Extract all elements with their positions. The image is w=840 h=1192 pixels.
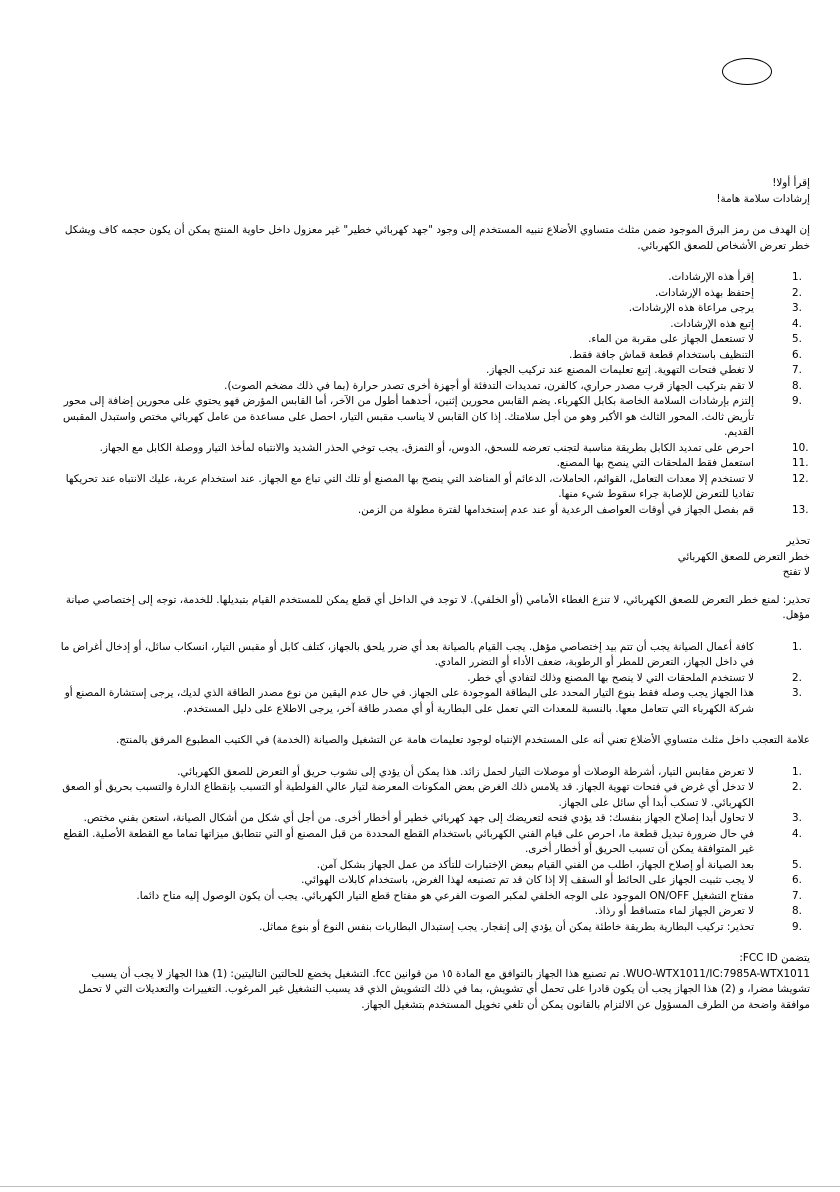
list-item-text: استعمل فقط الملحقات التي ينصح بها المصنع. (556, 457, 754, 469)
list-item (56, 332, 802, 348)
list-item-number: 8. (792, 905, 802, 917)
list-item (56, 472, 809, 503)
list-item (56, 441, 809, 457)
caution-body: تحذير: لمنع خطر التعرض للصعق الكهربائي، لا تنزع الغطاء الأمامي (أو الخلفي). لا توجد في الداخل أي قطع يمكن للمستخدم القيام بتبديلها. للخدمة، توجه إلى إختصاصي صيانة مؤهل. (65, 593, 810, 621)
list-item-text: بعد الصيانة أو إصلاح الجهاز، اطلب من الفني القيام ببعض الإختبارات للتأكد من عمل الجهاز بشكل آمن. (316, 858, 754, 871)
instructions-list (56, 270, 809, 518)
list-item-number: 2. (792, 286, 802, 299)
intro-paragraph: إن الهدف من رمز البرق الموجود ضمن مثلث متساوي الأضلاع تنبيه المستخدم إلى وجود "جهد كهربائي خطير" غير معزول داخل حاوية المنتج يمكن أن يكون حجمه كاف ويشكل خطر تعرض الأشخاص للصعق الكهربائي. (64, 224, 810, 252)
list-item (56, 640, 802, 671)
list-item-text: لا تحاول أبدا إصلاح الجهاز بنفسك: قد يؤدي فتحه لتعريضك إلى جهد كهربائي خطير أو أخطار أخرى. من أجل أي شكل من أشكال الصيانة، استعن بفني مختص. (83, 812, 754, 824)
list-item-text: لا تستخدم إلا معدات التعامل، القوائم، الحاملات، الدعائم أو المناضد التي ينصح بها المصنع أو تلك التي تباع مع الجهاز. عند استخدام عربة، عليك الانتباه عند تحريكها تفاديا للتعرض للإصابة جراء سقوط شيء منها. (65, 472, 754, 500)
list-item-text: هذا الجهاز يجب وصله فقط بنوع التيار المحدد على البطاقة الموجودة على الجهاز. في حال عدم اليقين من نوع مصدر الطاقة الذي لديك، يرجى إستشارة المصنع أو شركة الكهرباء التي تتعامل معها. بالنسبة للمعدات التي تعمل على البطارية أو أي مصدر طاقة آخر، يرجى الاطلاع على دليل المستخدم. (64, 687, 754, 715)
list-item (56, 286, 802, 302)
list-item-number: 2. (792, 781, 802, 793)
list-item-text: لا تغطي فتحات التهوية. إتبع تعليمات المصنع عند تركيب الجهاز. (486, 364, 754, 376)
list-item-text: لا تقم بتركيب الجهاز قرب مصدر حراري، كالفرن، تمديدات التدفئة أو أجهزة أخرى تصدر حرارة (بما في ذلك مضخم الصوت). (224, 379, 754, 392)
list-item-text: كافة أعمال الصيانة يجب أن تتم بيد إختصاصي مؤهل. يجب القيام بالصيانة بعد أي ضرر يلحق بالجهاز، كتلف كابل أو مقبس التيار، انسكاب سائل، أو إدخال أغراض ما في داخل الجهاز، التعرض للمطر أو الرطوبة، ضعف الأداء أو التضرر المادي. (60, 640, 754, 668)
list-item-text: إلتزم بإرشادات السلامة الخاصة بكابل الكهرباء. يضم القابس محورين إثنين، أحدهما أطول من الآخر، أما القابس المؤرض فهو يحتوي على محورين إضافة إلى محور تأريض ثالث. المحور الثالث هو الأكبر وهو من أجل سلامتك. إذا كان القابس لا يناسب مقبس التيار، احصل على مساعدة من عامل كهربائي مختص واستبدل المقبس القديم. (62, 395, 754, 438)
list-item-number: 4. (792, 827, 802, 840)
list-item (56, 503, 809, 519)
service-list (56, 640, 802, 718)
list-item (56, 686, 802, 717)
read-first-heading: إقرأ أولا! (772, 177, 810, 189)
caution-title: تحذير (786, 535, 810, 547)
list-item (56, 456, 809, 472)
safety-title: إرشادات سلامة هامة! (716, 192, 810, 205)
list-item-text: يرجى مراعاة هذه الإرشادات. (628, 302, 754, 314)
list-item-text: إحتفظ بهذه الإرشادات. (654, 286, 754, 299)
list-item-number: 11. (792, 457, 809, 469)
safety-content (56, 176, 810, 1013)
language-badge-oval (722, 58, 772, 85)
list-item-number: 4. (792, 317, 802, 330)
list-item-number: 1. (792, 271, 802, 283)
list-item (56, 394, 802, 441)
list-item (56, 765, 802, 781)
list-item-number: 8. (792, 379, 802, 392)
list-item-number: 1. (792, 765, 802, 778)
list-item (56, 317, 802, 333)
list-item (56, 671, 802, 687)
list-item (56, 920, 802, 936)
list-item (56, 827, 802, 858)
list-item-number: 6. (792, 874, 802, 886)
list-item-text: في حال ضرورة تبديل قطعة ما، احرص على قيام الفني الكهربائي باستخدام القطع المحددة من قبل المصنع أو التي تتطابق ميزاتها تماما مع القطعة الأصلية. القطع غير المتوافقة يمكن أن تسبب الحريق أو أخطار أخرى. (63, 827, 754, 855)
caution-line-2: لا تفتح (782, 566, 810, 578)
list-item-number: 2. (792, 671, 802, 684)
list-item (56, 889, 802, 905)
list-item (56, 363, 802, 379)
list-item-number: 5. (792, 333, 802, 345)
list-item-text: احرص على تمديد الكابل بطريقة مناسبة لتجنب تعرضه للسحق، الدوس، أو التمزق. يجب توخي الحذر الشديد والانتباه لمأخذ التيار ووصلة الكابل مع الجهاز. (99, 441, 754, 454)
list-item (56, 270, 802, 286)
list-item-text: لا تستخدم الملحقات التي لا ينصح بها المصنع وذلك لتفادي أي خطر. (467, 671, 754, 684)
list-item-text: تحذير: تركيب البطارية بطريقة خاطئة يمكن أن يؤدي إلى إنفجار. يجب إستبدال البطاريات بنفس النوع أو بنوع مماثل. (259, 920, 754, 933)
fcc-label: يتضمن FCC ID: (739, 952, 810, 964)
list-item-text: لا تعرض الجهاز لماء متساقط أو رذاذ. (594, 905, 754, 917)
list-item-number: 5. (792, 858, 802, 871)
list-item-text: قم بفصل الجهاز في أوقات العواصف الرعدية أو عند عدم إستخدامها لفترة مطولة من الزمن. (357, 503, 754, 516)
list-item (56, 904, 802, 920)
list-item-text: لا تعرض مقابس التيار، أشرطة الوصلات أو موصلات التيار لحمل زائد. هذا يمكن أن يؤدي إلى نشوب حريق أو التعرض للصعق الكهربائي. (177, 765, 754, 778)
list-item-number: 1. (792, 640, 802, 653)
list-item (56, 301, 802, 317)
list-item-number: 6. (792, 348, 802, 361)
list-item-text: لا تدخل أي غرض في فتحات تهوية الجهاز. قد يلامس ذلك الغرض بعض المكونات المعرضة لتيار عالي الفولطية أو التسبب بإنقطاع الدارة والتسبب بحريق أو الصعق الكهربائي. لا تسكب أبدا أي سائل على الجهاز. (62, 781, 754, 809)
exclamation-note: علامة التعجب داخل مثلث متساوي الأضلاع تعني أنه على المستخدم الإنتباه لوجود تعليمات هامة عن التشغيل والصيانة (الخدمة) في الكتيب المطبوع المرفق بالمنتج. (116, 734, 810, 746)
list-item-number: 10. (792, 441, 809, 454)
list-item-number: 3. (792, 302, 802, 314)
list-item-text: التنظيف باستخدام قطعة قماش جافة فقط. (568, 348, 754, 361)
list-item-number: 7. (792, 364, 802, 376)
list-item (56, 780, 802, 811)
list-item-number: 3. (792, 687, 802, 699)
list-item-number: 9. (792, 395, 802, 407)
fcc-body: WUO-WTX1011/IC:7985A-WTX1011. تم تصنيع هذا الجهاز بالتوافق مع المادة ١٥ من قوانين fcc. التشغيل يخضع للحالتين التاليتين: (1) هذا الجهاز لا يجب أن يسبب تشويشا مضرا، و (2) هذا الجهاز يجب أن يكون قادرا على تحمل أي تشويش، بما في ذلك التشويش الذي قد يسبب التشغيل غير المرغوب. التغييرات والتعديلات التي لا تحمل موافقة واضحة من الطرف المسؤول عن الالتزام بالقانون يمكن أن تلغي تخويل المستخدم بتشغيل الجهاز. (78, 967, 810, 1011)
list-item-number: 13. (792, 503, 809, 516)
list-item (56, 873, 802, 889)
page-bottom-rule (0, 1186, 840, 1187)
list-item (56, 379, 802, 395)
list-item-number: 3. (792, 812, 802, 824)
list-item-number: 12. (792, 472, 809, 485)
list-item-text: لا تستعمل الجهاز على مقربة من الماء. (588, 333, 754, 345)
list-item-text: مفتاح التشغيل ON/OFF الموجود على الوجه الخلفي لمكبر الصوت الفرعي هو مفتاح قطع التيار الكهربائي. يجب أن يكون الوصول إليه متاح دائما. (136, 889, 754, 902)
caution-line-1: خطر التعرض للصعق الكهربائي (677, 550, 810, 563)
list-item-text: لا يجب تثبيت الجهاز على الحائط أو السقف إلا إذا كان قد تم تصنيعه لهذا الغرض، باستخدام كابلات الهوائي. (301, 874, 754, 886)
list-item-number: 7. (792, 889, 802, 902)
list-item-number: 9. (792, 920, 802, 933)
warnings-list (56, 765, 802, 936)
list-item (56, 811, 802, 827)
list-item (56, 858, 802, 874)
list-item (56, 348, 802, 364)
list-item-text: إتبع هذه الإرشادات. (670, 317, 754, 330)
list-item-text: إقرأ هذه الإرشادات. (668, 271, 754, 283)
